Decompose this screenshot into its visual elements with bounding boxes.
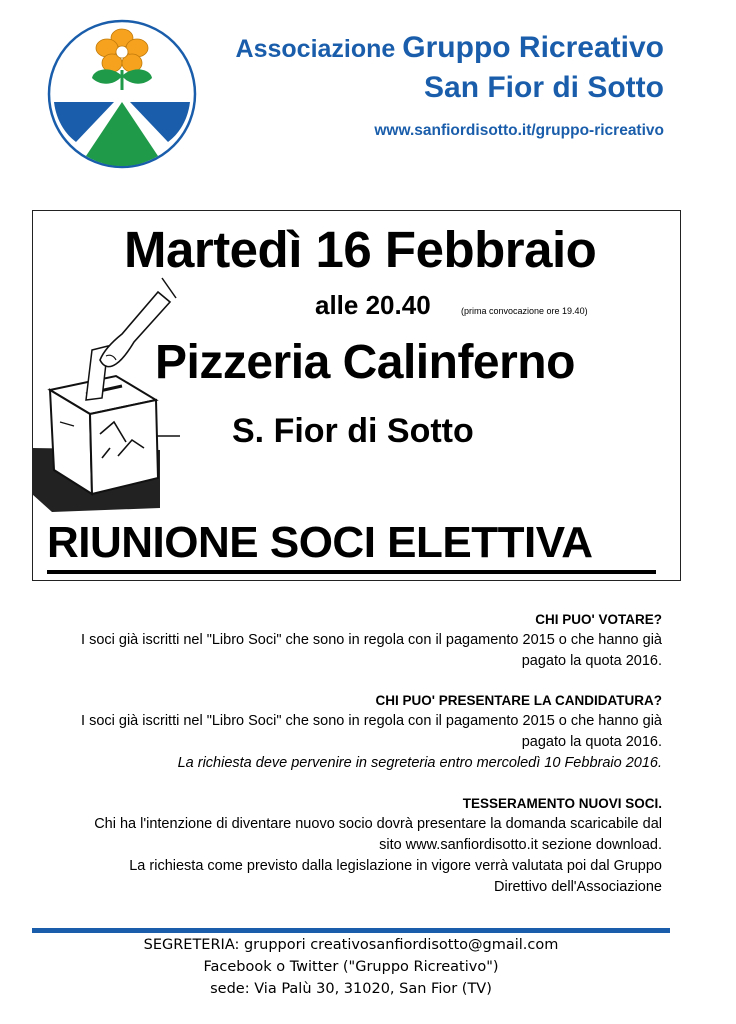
website-link[interactable]: www.sanfiordisotto.it/gruppo-ricreativo [374,122,664,139]
ballot-box-illustration [30,272,220,522]
candidacy-text-line-2: pagato la quota 2016. [521,734,662,750]
association-logo [46,18,198,170]
membership-section [40,793,662,898]
title-underline [47,570,656,574]
association-group-name: Gruppo Ricreativo [402,31,664,64]
event-time-note: (prima convocazione ore 19.40) [461,306,588,316]
voting-text-line-1: I soci già iscritti nel "Libro Soci" che sono in regola con il pagamento 2015 o che hanno già [81,632,662,648]
association-place: San Fior di Sotto [424,71,664,104]
candidacy-deadline: La richiesta deve pervenire in segreteria entro mercoledì 10 Febbraio 2016. [177,755,662,771]
footer-social: Facebook o Twitter ("Gruppo Ricreativo") [203,959,499,975]
membership-text-line-1: Chi ha l'intenzione di diventare nuovo socio dovrà presentare la domanda scaricabile dal [94,816,662,832]
event-venue: Pizzeria Calinferno [155,336,575,389]
membership-text-line-2: sito www.sanfiordisotto.it sezione download. [379,837,662,853]
footer-secretary: SEGRETERIA: gruppori creativosanfiordisotto@gmail.com [143,937,559,953]
event-date: Martedì 16 Febbraio [124,221,597,278]
membership-question: TESSERAMENTO NUOVI SOCI. [462,796,662,811]
candidacy-section [40,690,662,774]
association-prefix: Associazione [235,35,396,63]
voting-section [40,609,662,672]
membership-text-line-4: Direttivo dell'Associazione [494,879,662,895]
candidacy-text-line-1: I soci già iscritti nel "Libro Soci" che sono in regola con il pagamento 2015 o che hanno già [81,713,662,729]
event-time: alle 20.40 [315,290,431,320]
voting-question: CHI PUO' VOTARE? [535,612,662,627]
footer [32,934,670,1000]
footer-divider [32,928,670,933]
membership-text-line-3: La richiesta come previsto dalla legislazione in vigore verrà valutata poi dal Gruppo [129,858,662,874]
voting-text-line-2: pagato la quota 2016. [521,653,662,669]
footer-address: sede: Via Palù 30, 31020, San Fior (TV) [210,981,492,997]
event-place: S. Fior di Sotto [232,412,474,450]
candidacy-question: CHI PUO' PRESENTARE LA CANDIDATURA? [375,693,662,708]
event-title: RIUNIONE SOCI ELETTIVA [47,518,593,567]
association-name [236,33,664,103]
